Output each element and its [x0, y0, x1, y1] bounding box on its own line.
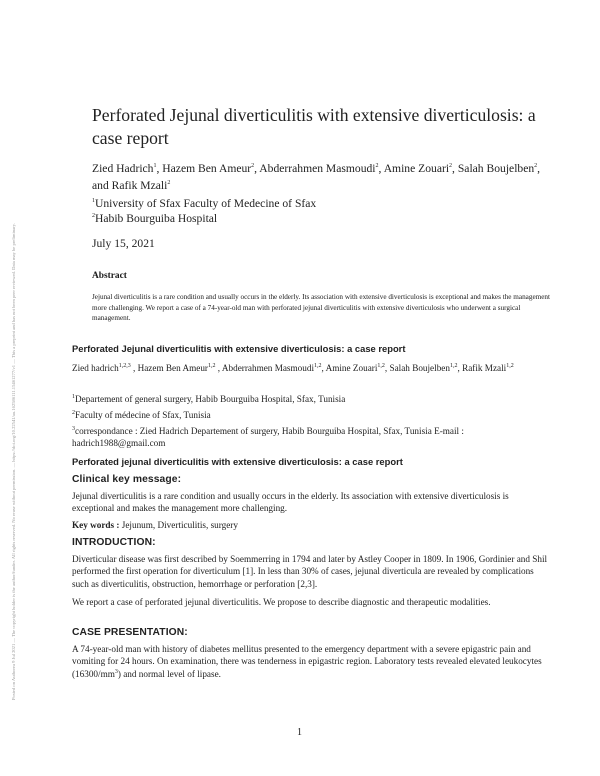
correspondence: $^3$correspondance : Zied Hadrich Departement of surgery, Habib Bourguiba Hospital, Sfax, Tunisia E-mail : hadrich1988@gmail.com — [72, 425, 464, 449]
affiliation: $^1$University of Sfax Faculty of Medecine of Sfax — [92, 197, 317, 210]
abstract-text: Jejunal diverticulitis is a rare condition and usually occurs in the elderly. Its association with extensive diverticulosis is exceptional and makes the management more challenging. We report a case of a 74-year-old man with perforated jejunal diverticulitis with extensive diverticulosis who underwent a surgical management. — [92, 293, 551, 323]
preprint-sidebar — [0, 0, 22, 776]
author: , and Rafik Mzali — [92, 162, 541, 192]
section-title: Perforated Jejunal diverticulitis with extensive diverticulosis: a case report — [72, 343, 406, 354]
abstract-heading: Abstract — [92, 271, 127, 281]
key-message-heading: Clinical key message: — [72, 474, 182, 485]
affiliation: $^2$Habib Bourguiba Hospital — [92, 212, 218, 225]
introduction-paragraph: We report a case of perforated jejunal diverticulitis. We propose to describe diagnostic and therapeutic modalities. — [72, 597, 491, 607]
author: , Salah Boujelben — [452, 162, 535, 175]
author-list-body: Zied hadrich$^{1,2,3}$ , Hazem Ben Ameur$^{1,2}$ , Abderrahmen Masmoudi$^{1,2}$, Amine Zouari$^{1,2}$, Salah Boujelben$^{1,2}$, Rafik Mzali$^{1,2}$ — [72, 362, 514, 373]
section-title: Perforated jejunal diverticulitis with extensive diverticulosis: a case report — [72, 456, 403, 467]
key-message-text: Jejunal diverticulitis is a rare condition and usually occurs in the elderly. Its association with extensive diverticulosis is exceptional and makes the management more challenging. — [72, 491, 509, 514]
affiliation-body: $^2$Faculty of médecine of Sfax, Tunisia — [72, 409, 211, 420]
author: , Amine Zouari — [378, 162, 450, 175]
sidebar-note: Posted on Authorea 9 Jul 2021 — The copyright holder is the author/funder. All rights reserved. No reuse without permission. — https://doi.org/10.22541/au.162586111.15461277/v1 — This a preprint and has not been peer reviewed. Data may be preliminary. — [11, 223, 16, 700]
page-number: 1 — [297, 727, 302, 738]
case-presentation-heading: CASE PRESENTATION: — [72, 627, 188, 638]
introduction-paragraph: Diverticular disease was first described by Soemmerring in 1794 and later by Astley Cooper in 1809. In 1906, Gordinier and Shil performed the first operation for diverticulum [1]. In less than 30% of cases, jejunal diverticula are revealed by complications such as diverticulitis, obstruction, hemorrhage or perforation [2,3]. — [72, 554, 548, 589]
introduction-heading: INTRODUCTION: — [72, 537, 156, 548]
keywords: Key words : Jejunum, Diverticulitis, surgery — [72, 520, 238, 530]
paper-title: Perforated Jejunal diverticulitis with extensive diverticulosis: a case report — [92, 105, 536, 148]
affiliation-body: $^1$Departement of general surgery, Habib Bourguiba Hospital, Sfax, Tunisia — [72, 393, 346, 404]
case-paragraph: A 74-year-old man with history of diabetes mellitus presented to the emergency department with a severe epigastric pain and vomiting for 24 hours. On examination, there was tenderness in epigastric region. Laboratory tests revealed elevated leukocytes $(16300/mm^3)$ and normal level of lipase. — [72, 644, 542, 679]
author: , Hazem Ben Ameur — [156, 162, 252, 175]
author-list: Zied Hadrich$^1$, Hazem Ben Ameur$^2$, Abderrahmen Masmoudi$^2$, Amine Zouari$^2$, Salah Boujelben$^2$, and Rafik Mzali$^2$ — [92, 162, 541, 192]
author: Zied Hadrich — [92, 162, 154, 175]
author: , Abderrahmen Masmoudi — [254, 162, 376, 175]
publication-date: July 15, 2021 — [92, 237, 155, 250]
